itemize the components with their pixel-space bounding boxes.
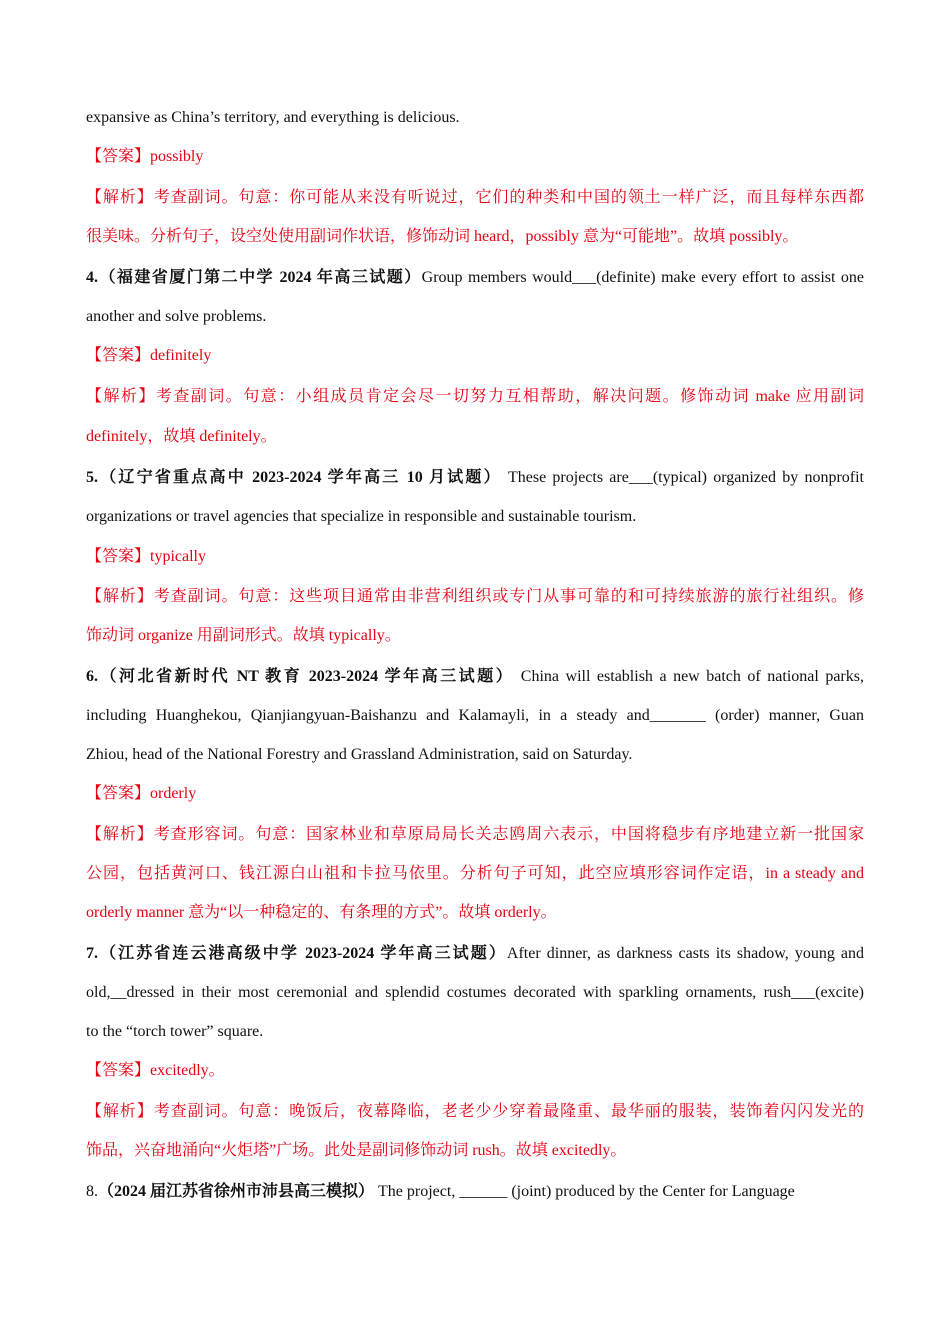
question-line: to the “torch tower” square.	[86, 1023, 264, 1040]
analysis-line: 饰动词 organize 用副词形式。故填 typically。	[86, 627, 401, 644]
question-source: （辽宁省重点高中 2023-2024 学年高三 10 月试题）	[98, 469, 502, 486]
question-line: including Huanghekou, Qianjiangyuan-Baishanzu and Kalamayli, in a steady and_______ (order) manner, Guan	[86, 707, 864, 724]
question-line: another and solve problems.	[86, 308, 267, 325]
answer-line: 【答案】excitedly。	[86, 1062, 225, 1079]
question-line: Zhiou, head of the National Forestry and Grassland Administration, said on Saturday.	[86, 746, 633, 763]
answer-line: 【答案】definitely	[86, 347, 212, 364]
answer-line: 【答案】possibly	[86, 148, 204, 165]
analysis-line: 很美味。分析句子，设空处使用副词作状语，修饰动词 heard，possibly 意为“可能地”。故填 possibly。	[86, 228, 799, 245]
question-source: （江苏省连云港高级中学 2023-2024 学年高三试题）	[98, 945, 507, 962]
question-line	[86, 268, 864, 288]
question-number: 5.	[86, 469, 98, 486]
question-text: Group members would___(definite) make every effort to assist one	[421, 269, 864, 286]
analysis-line: 【解析】考查副词。句意：小组成员肯定会尽一切努力互相帮助，解决问题。修饰动词 make 应用副词	[86, 388, 864, 405]
question-source: （河北省新时代 NT 教育 2023-2024 学年高三试题）	[98, 668, 515, 685]
question-line: old,__dressed in their most ceremonial and splendid costumes decorated with sparkling ornaments, rush___(excite)	[86, 984, 864, 1001]
analysis-line: 【解析】考查形容词。句意：国家林业和草原局局长关志鸥周六表示，中国将稳步有序地建立新一批国家	[86, 826, 864, 843]
analysis-line: 【解析】考查副词。句意：这些项目通常由非营利组织或专门从事可靠的和可持续旅游的旅行社组织。修	[86, 588, 864, 605]
text-line: expansive as China’s territory, and everything is delicious.	[86, 109, 460, 126]
question-number: 6.	[86, 668, 98, 685]
analysis-line: 【解析】考查副词。句意：你可能从来没有听说过，它们的种类和中国的领土一样广泛，而且每样东西都	[86, 189, 864, 206]
question-number: 8.	[86, 1183, 98, 1200]
question-source: （2024 届江苏省徐州市沛县高三模拟）	[98, 1183, 375, 1200]
question-line	[86, 667, 864, 687]
analysis-line: 【解析】考查副词。句意：晚饭后，夜幕降临，老老少少穿着最隆重、最华丽的服装，装饰着闪闪发光的	[86, 1103, 864, 1120]
analysis-line: 饰品，兴奋地涌向“火炬塔”广场。此处是副词修饰动词 rush。故填 excitedly。	[86, 1142, 627, 1159]
question-number: 7.	[86, 945, 98, 962]
question-line	[86, 1182, 864, 1202]
question-text: After dinner, as darkness casts its shadow, young and	[506, 945, 864, 962]
question-line: organizations or travel agencies that specialize in responsible and sustainable tourism.	[86, 508, 637, 525]
answer-line: 【答案】typically	[86, 548, 206, 565]
question-text: China will establish a new batch of national parks,	[514, 668, 864, 685]
question-text: The project, ______ (joint) produced by the Center for Language	[374, 1183, 795, 1200]
question-number: 4.	[86, 269, 98, 286]
question-line	[86, 468, 864, 488]
question-line	[86, 944, 864, 964]
analysis-line: 公园，包括黄河口、钱江源白山祖和卡拉马依里。分析句子可知，此空应填形容词作定语，in a steady and	[86, 865, 864, 882]
answer-line: 【答案】orderly	[86, 785, 197, 802]
question-text: These projects are___(typical) organized by nonprofit	[501, 469, 864, 486]
question-source: （福建省厦门第二中学 2024 年高三试题）	[98, 269, 422, 286]
analysis-line: orderly manner 意为“以一种稳定的、有条理的方式”。故填 orderly。	[86, 904, 557, 921]
analysis-line: definitely，故填 definitely。	[86, 428, 277, 445]
